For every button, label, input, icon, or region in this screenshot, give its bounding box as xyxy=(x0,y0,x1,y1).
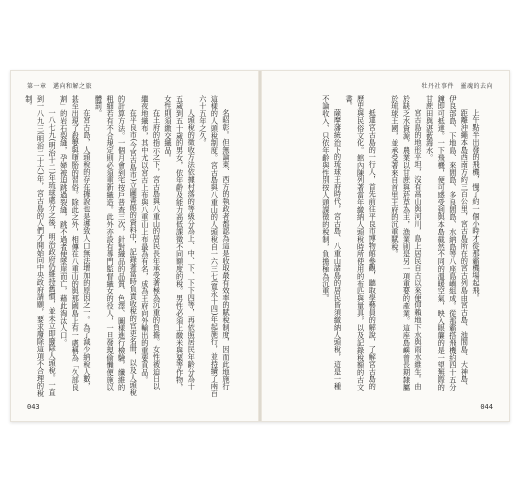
paragraph: 抵達宮古島的一行人，首先前往平良市博物館參觀，聽取學藝員的解說，了解宮古島的歷史與民俗文化。館內陳列著當年繳納人頭稅時所使用的布匹與量具，以及記錄稅額的古文書。 xyxy=(345,95,378,391)
paragraph: 上午點半出發的飛機，慢了約一個小時才從那霸機場起飛。 xyxy=(472,109,481,302)
paragraph: 人頭稅的徵收方法依據村落的等級分為上、中、下、下下四等，再依照居民年齡分為十五歲到五十歲的男女，依年齡及能力高低課徵不同額度的稅。男性必須上繳米與粟等作物，女性則須繳交織品。 xyxy=(164,95,197,391)
left-page xyxy=(11,71,259,421)
paragraph: 在宮古島，人頭稅的存在據說也是導致人口無法增加的原因之一。為了減少納稅人數，甚至出現了殺嬰與墮胎的習俗。除此之外，相傳在八重山的與那國島上有一處稱為「久部良割」的岩石裂縫，孕婦被迫跳過裂縫，跳不過者便墜崖而亡，藉此淘汰人口。 xyxy=(59,95,92,391)
right-page xyxy=(261,71,509,421)
paragraph: 宮古島的地形平坦，沒有高山與河川，島上居民自古以來便仰賴地下水與雨水維生。由於缺乏水資源，農業以甘蔗與菸草為主，漁業則是另一項重要的產業。這座島嶼曾長期隸屬於琉球王國，並承受著來自首里王府的沉重賦稅。 xyxy=(390,95,424,391)
paragraph: 薩摩藩統治下的琉球王府時代，宮古島、八重山諸島的居民皆須繳納人頭稅，這是一種不論收入、只依年齡與性別按人頭課徵的稅制，負擔極為沉重。 xyxy=(321,95,343,391)
page-number-right: 044 xyxy=(480,403,493,411)
page-number-left: 043 xyxy=(27,403,40,411)
paragraph: 距離沖繩本島西南方約三百公里，宮古島所在的宮古列島由宮古島、池間島、大神島、伊良部島、下地島、來間島、多良間島、水納島等八座島嶼組成。從那霸搭飛機約四十五分鐘即可抵達。一下飛機，便可感受到與本島截然不同的溫暖空氣，映入眼簾的是一望無際的甘蔗田與湛藍海水。 xyxy=(425,95,470,391)
running-head-right: 牡丹社事件 靈魂的去向 xyxy=(421,83,493,90)
paragraph: 一八七九(明治十二)年琉球處分之後，明治政府仍維持舊慣，並未立即廢除人頭稅。一直到一八九三(明治二十六)年，宮古島的人們才開始向中央政府請願，要求廢除這項不合理的稅制。 xyxy=(24,95,58,398)
paragraph: 在王府的指示之下，宮古島與八重山的居民長年承受著極為沉重的負擔。女性被迫日以繼夜地織布，其中尤以宮古上布與八重山上布最為有名，成為王府向外輸出的重要貢品。 xyxy=(140,95,162,391)
open-book-spread xyxy=(10,70,510,422)
paragraph: 名昭彰。但無論東、西方的執政者都認為這是收取最有效率的賦稅制度，因而此地施行這樣的人頭稅制度。宮古島與八重山的人頭稅自一六三七(寬永十四)年起施行，並持續了兩百六十五年之久。 xyxy=(198,95,231,398)
running-head-left: 第一章 邁向和解之旅 xyxy=(27,83,93,90)
paragraph: 在平良市(今宮古島市)立圖書館的資料中，記錄著當時負責收稅的官吏名冊，以及人頭稅的計算方法。一個月會到宅按戶普查三次，針對織品的品質、色澤、圖樣進行檢驗，纖維的粗細若有不合規定則必須重新織造。此外亦設有專門監督織女的役人，一旦發現偷懶便施以體罰。 xyxy=(94,95,139,397)
left-page-body xyxy=(24,95,243,398)
right-page-body xyxy=(277,95,493,397)
